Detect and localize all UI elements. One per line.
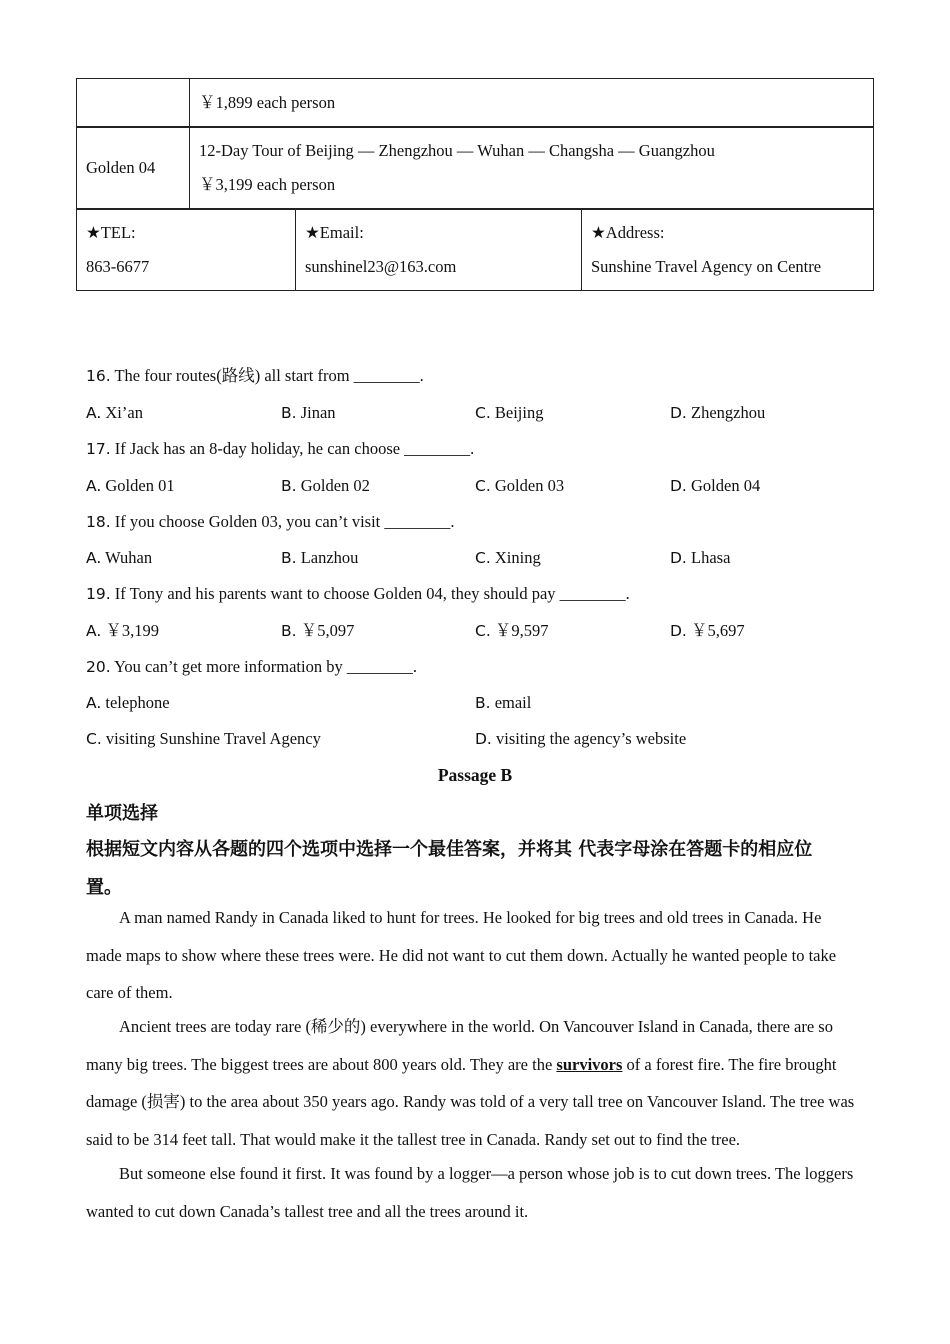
address-value: Sunshine Travel Agency on Centre xyxy=(591,257,822,276)
table-row xyxy=(77,79,874,128)
address-label: ★Address: xyxy=(591,223,665,242)
question-18 xyxy=(86,512,455,532)
question-number: 18. xyxy=(86,513,111,531)
passage-title: Passage B xyxy=(437,765,513,785)
option-b[interactable]: B. email xyxy=(475,693,532,712)
question-16 xyxy=(86,366,424,386)
option-c[interactable]: C. Golden 03 xyxy=(475,476,565,495)
tel-label: ★TEL: xyxy=(86,223,136,242)
tour-table xyxy=(76,78,874,291)
option-a[interactable]: A. Xi’an xyxy=(86,403,143,422)
option-d[interactable]: D. Zhengzhou xyxy=(670,403,766,422)
option-c[interactable]: C. visiting Sunshine Travel Agency xyxy=(86,729,321,748)
table-cell-empty xyxy=(77,79,190,128)
email-value: sunshinel23@163.com xyxy=(305,257,457,276)
question-17 xyxy=(86,439,474,459)
option-a[interactable]: A. Golden 01 xyxy=(86,476,175,495)
question-text: If you choose Golden 03, you can’t visit ________. xyxy=(110,512,455,531)
email-label: ★Email: xyxy=(305,223,364,242)
question-text: If Jack has an 8-day holiday, he can choose ________. xyxy=(110,439,475,458)
option-c[interactable]: C. Beijing xyxy=(475,403,544,422)
option-c[interactable]: C. ￥9,597 xyxy=(475,621,549,640)
tel-cell xyxy=(77,209,296,291)
option-a[interactable]: A. telephone xyxy=(86,693,170,712)
tour-detail-cell xyxy=(190,127,874,209)
question-number: 19. xyxy=(86,585,111,603)
option-c[interactable]: C. Xining xyxy=(475,548,541,567)
table-row xyxy=(77,209,874,291)
option-d[interactable]: D. visiting the agency’s website xyxy=(475,729,687,748)
question-number: 20. xyxy=(86,658,111,676)
price-cell: ￥1,899 each person xyxy=(190,79,874,128)
paragraph-3: But someone else found it first. It was found by a logger—a person whose job is to cut down trees. The loggers wanted to cut down Canada’s tallest tree and all the trees around it. xyxy=(86,1164,854,1221)
address-cell xyxy=(582,209,874,291)
question-text: The four routes(路线) all start from ________. xyxy=(110,366,424,385)
paragraph-1: A man named Randy in Canada liked to hunt for trees. He looked for big trees and old trees in Canada. He made maps to show where these trees were. He did not want to cut them down. Actually he wanted people to take care of them. xyxy=(86,908,837,1002)
option-b[interactable]: B. Jinan xyxy=(281,403,336,422)
question-20 xyxy=(86,657,417,677)
tour-route: 12-Day Tour of Beijing — Zhengzhou — Wuhan — Changsha — Guangzhou xyxy=(199,141,715,160)
paragraph-2: Ancient trees are today rare (稀少的) everywhere in the world. On Vancouver Island in Canada, there are so many big trees. The biggest trees are about 800 years old. They are the survivors of a forest fire. The fire brought damage (损害) to the area about 350 years ago. Randy was told of a very tall tree on Vancouver Island. The tree was said to be 314 feet tall. That would make it the tallest tree in Canada. Randy set out to find the tree. xyxy=(86,1017,855,1149)
table-row xyxy=(77,127,874,209)
section-heading: 单项选择 xyxy=(86,803,158,824)
option-d[interactable]: D. Lhasa xyxy=(670,548,731,567)
option-a[interactable]: A. Wuhan xyxy=(86,548,153,567)
option-a[interactable]: A. ￥3,199 xyxy=(86,621,160,640)
option-d[interactable]: D. ￥5,697 xyxy=(670,621,745,640)
option-d[interactable]: D. Golden 04 xyxy=(670,476,761,495)
instruction-line-2: 置。 xyxy=(86,877,122,898)
question-number: 16. xyxy=(86,367,111,385)
email-cell xyxy=(296,209,582,291)
question-text: If Tony and his parents want to choose Golden 04, they should pay ________. xyxy=(110,584,630,603)
tel-value: 863-6677 xyxy=(86,257,150,276)
question-text: You can’t get more information by ________. xyxy=(110,657,417,676)
option-b[interactable]: B. Golden 02 xyxy=(281,476,370,495)
tour-price: ￥3,199 each person xyxy=(199,175,336,194)
underlined-word: survivors xyxy=(556,1054,623,1074)
option-b[interactable]: B. Lanzhou xyxy=(281,548,359,567)
question-19 xyxy=(86,584,630,604)
instruction-line-1: 根据短文内容从各题的四个选项中选择一个最佳答案，并将其 代表字母涂在答题卡的相应位 xyxy=(86,839,813,860)
question-number: 17. xyxy=(86,440,111,458)
option-b[interactable]: B. ￥5,097 xyxy=(281,621,355,640)
tour-name-cell: Golden 04 xyxy=(77,127,190,209)
